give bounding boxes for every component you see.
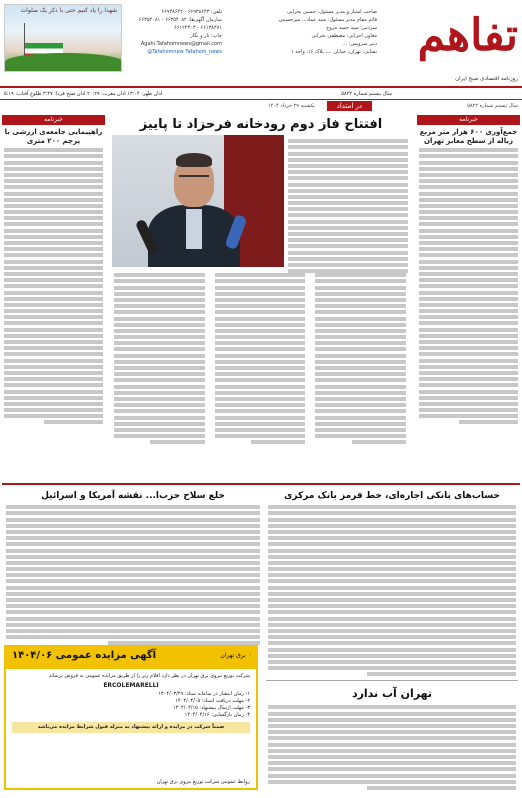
article-photo[interactable]: [112, 135, 284, 267]
logo-text: تفاهم: [417, 10, 518, 61]
article-title[interactable]: تهران آب ندارد: [351, 687, 433, 701]
staff-credits: [227, 8, 377, 56]
newspaper-logo[interactable]: [368, 6, 518, 82]
article-title[interactable]: خلع سلاح حزب‌ا... نقشه آمریکا و اسرائیل: [41, 491, 225, 501]
staff-line: صاحب امتیاز و مدیر مسئول: حسین بحرانی: [287, 9, 377, 15]
hill-graphic: [5, 53, 122, 71]
main-article: [108, 115, 414, 480]
social-handles[interactable]: @Tafahomnew Tafahom_news: [147, 49, 222, 55]
contact-info: [130, 8, 222, 56]
article-body: [286, 137, 410, 273]
contact-line: ۶۶۱۳۸۴۷۱ - ۶۶۱۲۲۳۰۳: [174, 25, 222, 31]
ad-row: ۴- زمان بازگشایی: ۱۴۰۴/۰۴/۱۶: [184, 712, 250, 718]
article-body-columns: [112, 271, 408, 444]
masthead: [0, 0, 522, 88]
article-title[interactable]: جمع‌آوری ۶۰۰ هزار متر مربع زباله از سطح معابر تهران: [419, 128, 518, 145]
ad-header: [6, 647, 256, 669]
section-bar: [0, 100, 522, 112]
staff-line: نشانی: تهران، خیابان ...، پلاک ۱۶، واحد ۱: [290, 49, 377, 55]
article-title[interactable]: راهپیمایی جامعه‌ی ارزشی با پرچم ۲۰۰ متری: [4, 128, 103, 145]
left-column: [2, 115, 105, 480]
prayer-times: اذان ظهر: ۱۳:۰۴ اذان مغرب: ۲۰:۲۹ اذان صبح فردا: ۳:۴۷ طلوع آفتاب: ۵:۱۹: [4, 91, 163, 97]
ad-code: ERCOLEMARELLI: [103, 682, 159, 689]
article-body: [417, 148, 520, 424]
lightning-icon: ⚡: [247, 652, 252, 659]
company-name: برق تهران: [220, 652, 246, 659]
article-body: [2, 148, 105, 424]
ad-row: ۱- زمان انتشار در سامانه ستاد: ۱۴۰۴/۰۳/۲۹: [158, 691, 250, 697]
article-column: [213, 271, 308, 444]
martyrs-banner: [4, 4, 122, 72]
ad-company: [220, 652, 252, 659]
auction-advertisement[interactable]: [4, 645, 258, 790]
issue-info: سال بیستم شماره ۵۸۲۲: [467, 103, 518, 109]
speaker-hair: [176, 153, 212, 167]
ad-note: ضمناً شرکت در مزایده و ارائه پیشنهاد به منزله قبول شرایط مزایده می‌باشد: [12, 722, 250, 733]
publish-date: یکشنبه ۲۹ خرداد ۱۴۰۴: [268, 103, 315, 109]
article-body: [266, 505, 518, 676]
contact-line: تلفن: ۶۶۹۳۸۶۴۳ - ۶۶۹۳۸۶۴۲: [161, 9, 222, 15]
ad-title: آگهی مزایده عمومی ۱۴۰۴/۰۶: [12, 650, 157, 661]
section-tag[interactable]: در امتداد: [327, 101, 372, 111]
staff-line: دبیر سرویس: ...: [342, 41, 377, 47]
article-body: [266, 705, 518, 789]
column-header: خبرنامه: [2, 115, 105, 125]
article-column: [313, 271, 408, 444]
headline[interactable]: افتتاح فاز دوم رودخانه فرحزاد تا پاییز: [139, 117, 383, 132]
article-title[interactable]: حساب‌های بانکی اجاره‌ای، خط قرمز بانک مرکزی: [284, 491, 500, 501]
column-header: خبرنامه: [417, 115, 520, 125]
contact-line: چاپ: ناز و نگار: [190, 33, 222, 39]
contact-email[interactable]: Agahi.Tafahomnews@gmail.com: [140, 41, 222, 47]
article-column: [112, 271, 207, 444]
staff-line: قائم مقام مدیر مسئول: سید عماد... میرحسینی: [278, 17, 377, 23]
staff-line: معاون اجرایی: مصطفی بحرانی: [311, 33, 377, 39]
logo-subtitle: روزنامه اقتصادی صبح ایران: [455, 76, 518, 82]
glasses-icon: [179, 175, 209, 181]
ad-footer: روابط عمومی شرکت توزیع نیروی برق تهران: [156, 779, 250, 785]
banner-text: شهدا را یاد کنیم حتی با ذکر یک صلوات: [20, 7, 117, 14]
date-bar: [0, 88, 522, 100]
issue-number: سال بیستم شماره ۵۸۲۲: [341, 91, 392, 97]
ad-body: [6, 669, 256, 740]
banking-article: [266, 489, 518, 795]
ad-intro: شرکت توزیع نیروی برق تهران در نظر دارد اقلام زیر را از طریق مزایده عمومی به فروش برساند: [48, 673, 250, 679]
contact-line: سازمان آگهی‌ها: ۶۶۳۵۴۰۸۲ - ۶۶۳۵۴۰۸۱: [138, 17, 222, 23]
lower-section: [2, 483, 520, 797]
ad-row: ۲- مهلت دریافت اسناد: ۱۴۰۴/۰۴/۰۵: [175, 698, 250, 704]
speaker-shirt: [186, 209, 202, 249]
article-body: [4, 505, 262, 645]
ad-row: ۳- مهلت ارسال پیشنهاد: ۱۴۰۴/۰۴/۱۵: [172, 705, 250, 711]
divider: [266, 680, 518, 681]
right-column: [417, 115, 520, 480]
staff-line: سردبیر: سید حمید مروج: [326, 25, 377, 31]
